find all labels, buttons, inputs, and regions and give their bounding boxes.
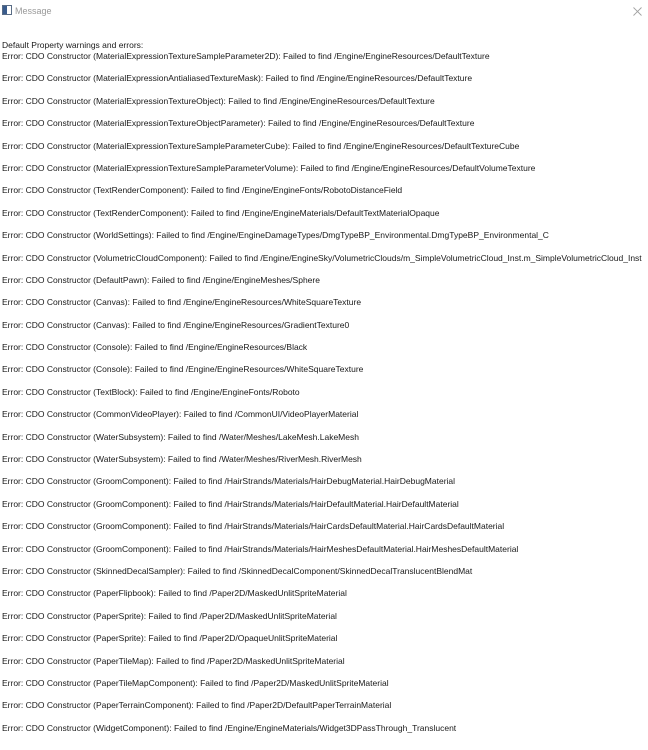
message-line: Error: CDO Constructor (PaperFlipbook): Failed to find /Paper2D/MaskedUnlitSpriteMaterial [2, 588, 347, 599]
message-line: Error: CDO Constructor (GroomComponent): Failed to find /HairStrands/Materials/HairMeshesDefaultMaterial.HairMeshesDefaultMaterial [2, 543, 519, 554]
message-line: Error: CDO Constructor (SkinnedDecalSampler): Failed to find /SkinnedDecalComponent/SkinnedDecalTranslucentBlendMat [2, 565, 473, 576]
message-line: Error: CDO Constructor (GroomComponent): Failed to find /HairStrands/Materials/HairDebugMaterial.HairDebugMaterial [2, 476, 456, 487]
window-app-icon [2, 5, 12, 15]
close-icon [633, 7, 642, 16]
message-line: Error: CDO Constructor (MaterialExpressionTextureSampleParameterCube): Failed to find /Engine/EngineResources/DefaultTextureCube [2, 140, 520, 151]
message-line: Error: CDO Constructor (MaterialExpressionTextureObject): Failed to find /Engine/EngineResources/DefaultTexture [2, 95, 435, 106]
message-line: Error: CDO Constructor (PaperTileMapComponent): Failed to find /Paper2D/MaskedUnlitSpriteMaterial [2, 677, 389, 688]
message-line: Error: CDO Constructor (Console): Failed to find /Engine/EngineResources/Black [2, 342, 308, 353]
message-line: Error: CDO Constructor (MaterialExpressionAntialiasedTextureMask): Failed to find /Engine/EngineResources/DefaultTexture [2, 73, 473, 84]
message-line: Error: CDO Constructor (PaperSprite): Failed to find /Paper2D/OpaqueUnlitSpriteMaterial [2, 633, 338, 644]
message-line: Error: CDO Constructor (TextRenderComponent): Failed to find /Engine/EngineFonts/RobotoDistanceField [2, 185, 403, 196]
message-line: Error: CDO Constructor (TextRenderComponent): Failed to find /Engine/EngineMaterials/DefaultTextMaterialOpaque [2, 207, 440, 218]
message-line: Error: CDO Constructor (GroomComponent): Failed to find /HairStrands/Materials/HairDefaultMaterial.HairDefaultMaterial [2, 498, 459, 509]
message-line: Error: CDO Constructor (WorldSettings): Failed to find /Engine/EngineDamageTypes/DmgTypeBP_Environmental.DmgTypeBP_Environmental_C [2, 230, 549, 241]
message-line: Error: CDO Constructor (Canvas): Failed to find /Engine/EngineResources/WhiteSquareTexture [2, 297, 362, 308]
message-line: Error: CDO Constructor (MaterialExpressionTextureSampleParameterVolume): Failed to find /Engine/EngineResources/DefaultVolumeTexture [2, 162, 536, 173]
message-line: Error: CDO Constructor (VolumetricCloudComponent): Failed to find /Engine/EngineSky/VolumetricClouds/m_SimpleVolumetricCloud_Inst.m_SimpleVolumetricCloud_Inst [2, 252, 642, 263]
message-heading: Default Property warnings and errors: [2, 40, 144, 50]
message-line: Error: CDO Constructor (PaperTerrainComponent): Failed to find /Paper2D/DefaultPaperTerrainMaterial [2, 700, 392, 711]
message-line: Error: CDO Constructor (MaterialExpressionTextureSampleParameter2D): Failed to find /Engine/EngineResources/DefaultTexture [2, 51, 490, 61]
message-body [2, 40, 646, 734]
message-line: Error: CDO Constructor (DefaultPawn): Failed to find /Engine/EngineMeshes/Sphere [2, 274, 320, 285]
message-line: Error: CDO Constructor (GroomComponent): Failed to find /HairStrands/Materials/HairCardsDefaultMaterial.HairCardsDefaultMaterial [2, 521, 505, 532]
message-line: Error: CDO Constructor (WidgetComponent): Failed to find /Engine/EngineMaterials/Widget3DPassThrough_Translucent [2, 722, 457, 733]
message-line: Error: CDO Constructor (CommonVideoPlayer): Failed to find /CommonUI/VideoPlayerMaterial [2, 409, 359, 420]
message-line: Error: CDO Constructor (PaperTileMap): Failed to find /Paper2D/MaskedUnlitSpriteMaterial [2, 655, 345, 666]
message-line: Error: CDO Constructor (PaperSprite): Failed to find /Paper2D/MaskedUnlitSpriteMaterial [2, 610, 337, 621]
message-line: Error: CDO Constructor (TextBlock): Failed to find /Engine/EngineFonts/Roboto [2, 386, 300, 397]
message-line: Error: CDO Constructor (WaterSubsystem): Failed to find /Water/Meshes/RiverMesh.RiverMesh [2, 454, 362, 465]
message-line: Error: CDO Constructor (WaterSubsystem): Failed to find /Water/Meshes/LakeMesh.LakeMesh [2, 431, 359, 442]
window-title: Message [15, 6, 52, 16]
message-line: Error: CDO Constructor (MaterialExpressionTextureObjectParameter): Failed to find /Engine/EngineResources/DefaultTexture [2, 118, 475, 129]
message-line: Error: CDO Constructor (Console): Failed to find /Engine/EngineResources/WhiteSquareTexture [2, 364, 364, 375]
close-button[interactable] [628, 2, 646, 20]
title-bar[interactable] [0, 0, 648, 22]
message-line: Error: CDO Constructor (Canvas): Failed to find /Engine/EngineResources/GradientTexture0 [2, 319, 350, 330]
